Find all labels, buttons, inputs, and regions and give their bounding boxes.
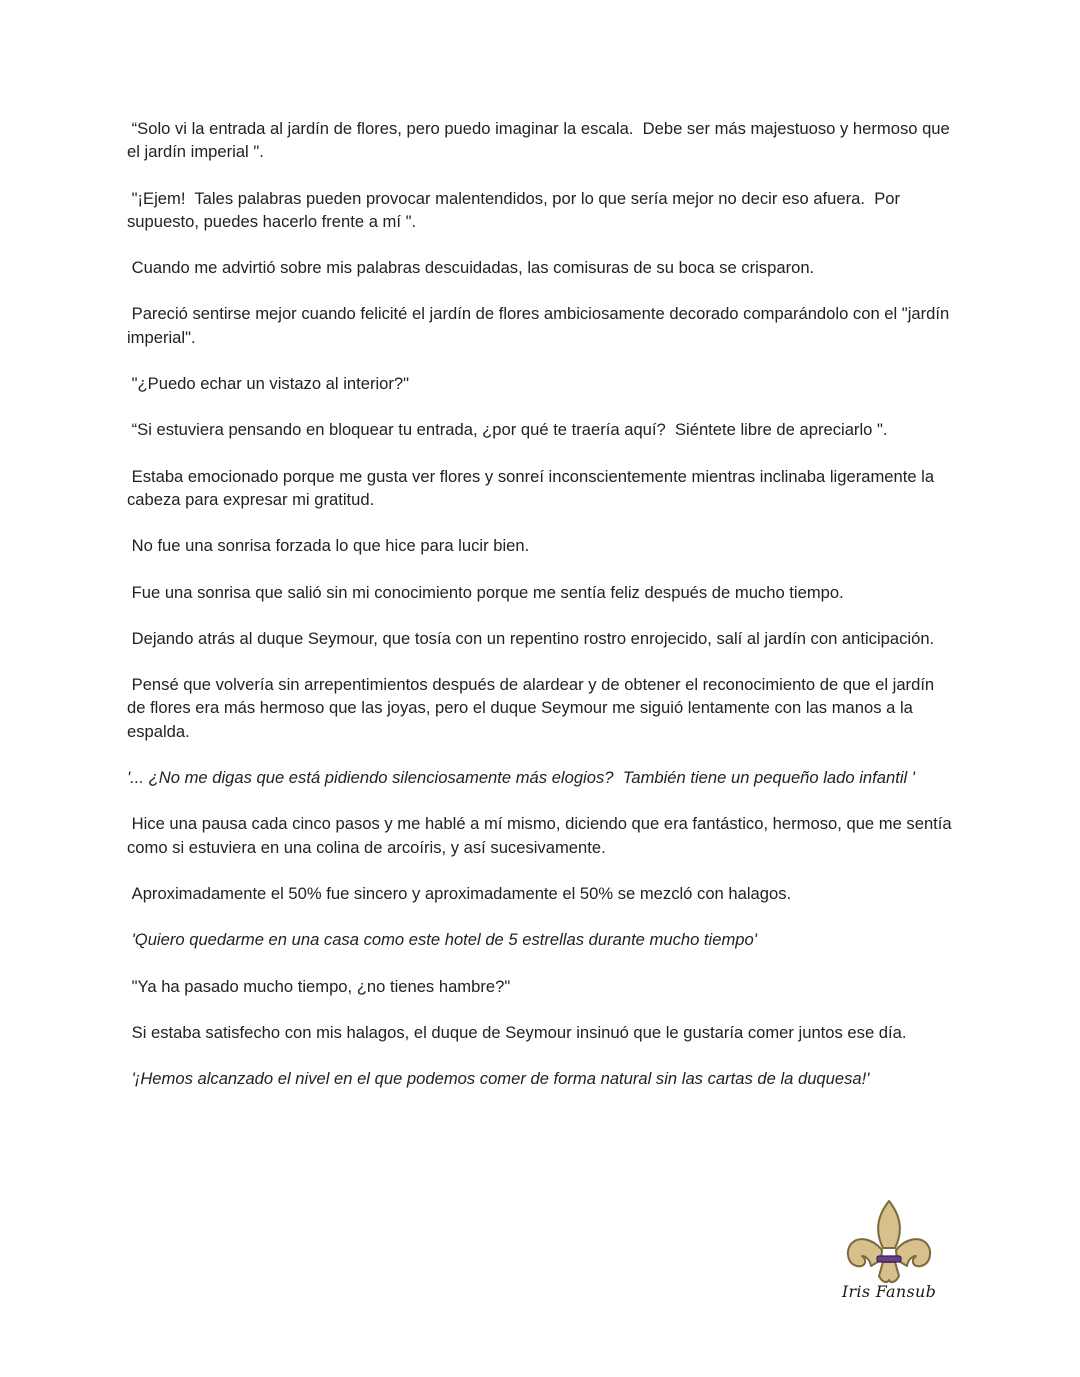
paragraph: "Ya ha pasado mucho tiempo, ¿no tienes hambre?" [127, 976, 511, 996]
paragraph-thought: 'Quiero quedarme en una casa como este hotel de 5 estrellas durante mucho tiempo' [127, 930, 757, 950]
paragraph: Pensé que volvería sin arrepentimientos después de alardear y de obtener el reconocimiento de que el jardín de flores era más hermoso que las joyas, pero el duque Seymour me siguió lentamente con las manos a la espalda. [127, 675, 939, 741]
document-page [127, 117, 957, 1113]
paragraph: Aproximadamente el 50% fue sincero y aproximadamente el 50% se mezcló con halagos. [127, 883, 792, 903]
paragraph: No fue una sonrisa forzada lo que hice para lucir bien. [127, 536, 530, 556]
paragraph: Estaba emocionado porque me gusta ver flores y sonreí inconscientemente mientras inclinaba ligeramente la cabeza para expresar mi gratitud. [127, 466, 939, 509]
paragraph: Si estaba satisfecho con mis halagos, el duque de Seymour insinuó que le gustaría comer juntos ese día. [127, 1022, 907, 1042]
paragraph-thought: '¡Hemos alcanzado el nivel en el que podemos comer de forma natural sin las cartas de la duquesa!' [127, 1069, 870, 1089]
paragraph: Hice una pausa cada cinco pasos y me hablé a mí mismo, diciendo que era fantástico, hermoso, que me sentía como si estuviera en una colina de arcoíris, y así sucesivamente. [127, 814, 957, 857]
paragraph: “Solo vi la entrada al jardín de flores, pero puedo imaginar la escala. Debe ser más majestuoso y hermoso que el jardín imperial ". [127, 119, 955, 162]
paragraph-thought: '... ¿No me digas que está pidiendo silenciosamente más elogios? También tiene un pequeño lado infantil ' [127, 768, 915, 788]
fleur-de-lis-icon [844, 1198, 934, 1286]
paragraph: “Si estuviera pensando en bloquear tu entrada, ¿por qué te traería aquí? Siéntete libre de apreciarlo ". [127, 420, 888, 440]
paragraph: "¡Ejem! Tales palabras pueden provocar malentendidos, por lo que sería mejor no decir eso afuera. Por supuesto, puedes hacerlo frente a mí ". [127, 188, 905, 231]
paragraph: Fue una sonrisa que salió sin mi conocimiento porque me sentía feliz después de mucho tiempo. [127, 582, 844, 602]
paragraph: Dejando atrás al duque Seymour, que tosía con un repentino rostro enrojecido, salí al jardín con anticipación. [127, 628, 935, 648]
logo-text: Iris Fansub [841, 1282, 937, 1301]
paragraph: "¿Puedo echar un vistazo al interior?" [127, 374, 410, 394]
paragraph: Pareció sentirse mejor cuando felicité el jardín de flores ambiciosamente decorado comparándolo con el "jardín imperial". [127, 304, 954, 347]
paragraph: Cuando me advirtió sobre mis palabras descuidadas, las comisuras de su boca se crisparon. [127, 258, 815, 278]
iris-fansub-logo [838, 1198, 940, 1308]
